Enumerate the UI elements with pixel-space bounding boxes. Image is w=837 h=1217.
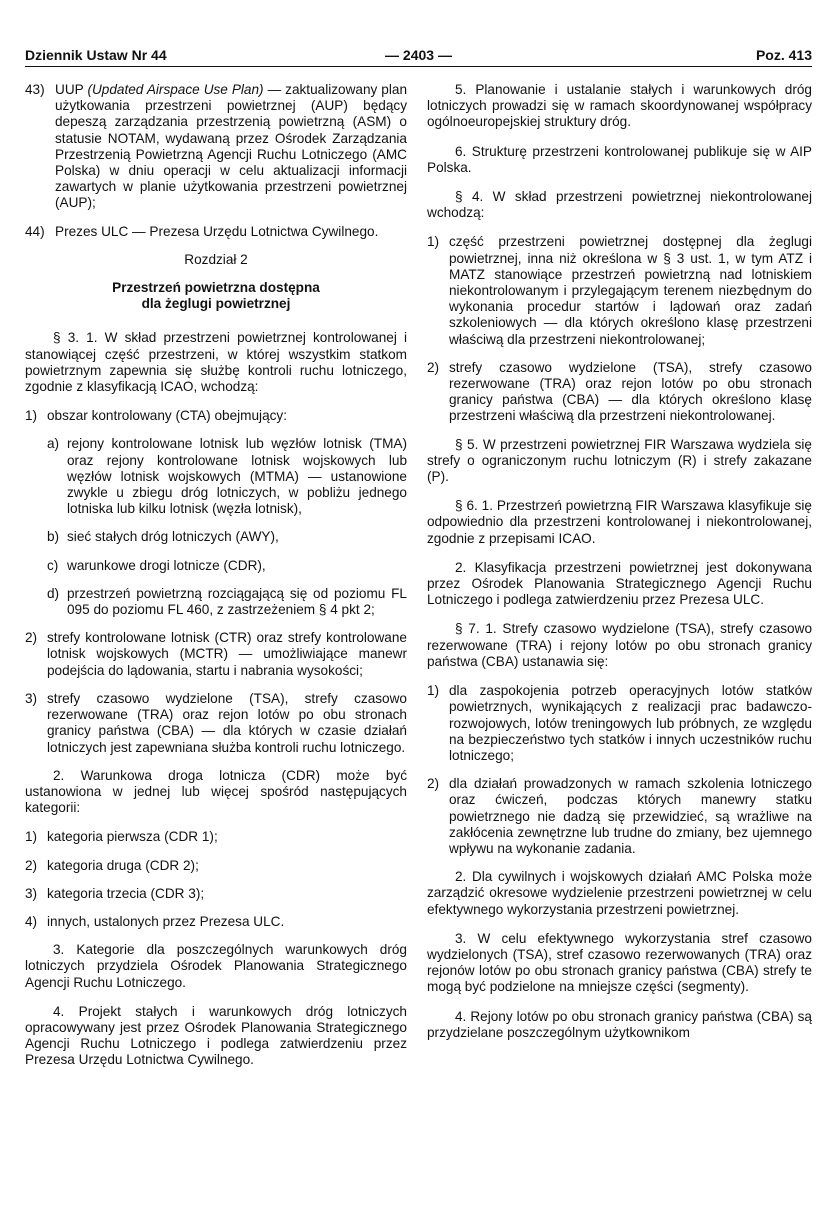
paragraph-3-4: 4. Projekt stałych i warunkowych dróg lotniczych opracowywany jest przez Ośrodek Planowania Strategicznego Agencji Ruchu Lotniczego i podlega zatwierdzeniu przez Prezesa Urzędu Lotnictwa Cywilnego. [25, 1003, 407, 1068]
paragraph-7-4: 4. Rejony lotów po obu stronach granicy państwa (CBA) są przydzielane poszczególnym użytkownikom [427, 1008, 812, 1040]
item-number: 1) [25, 408, 38, 424]
item-number: 43) [25, 82, 45, 97]
paragraph-7-2: 2. Dla cywilnych i wojskowych działań AMC Polska może zarządzić okresowe wydzielenie przestrzeni powietrznej w celu efektywnego wykorzystania przestrzeni powietrznej. [427, 869, 812, 917]
list-item: 2) dla działań prowadzonych w ramach szkolenia lotniczego oraz ćwiczeń, podczas których manewry statku powietrznego nie dadzą się przewidzieć, są wrażliwe na zakłócenia zewnętrzne lub trudne do zmiany, bez ujemnego wpływu na wykonanie zadania. [427, 776, 812, 856]
cdr-category: 3) kategoria trzecia (CDR 3); [25, 885, 205, 901]
sub-item-c: c) warunkowe drogi lotnicze (CDR), [47, 557, 266, 573]
paragraph-4: § 4. W skład przestrzeni powietrznej niekontrolowanej wchodzą: [427, 189, 812, 221]
list-item: 2) strefy czasowo wydzielone (TSA), strefy czasowo rezerwowane (TRA) oraz rejon lotów po obu stronach granicy państwa (CBA) — dla których określono klasę przestrzeni właściwą dla przestrzeni niekontrolowanej. [427, 359, 812, 424]
chapter-heading: Rozdział 2 [184, 251, 248, 267]
paragraph-7-3: 3. W celu efektywnego wykorzystania stref czasowo wydzielonych (TSA), stref czasowo rezerwowanych (TRA) oraz rejonów lotów po obu stronach granicy państwa (CBA) strefy te mogą być podzielone na mniejsze części (segmenty). [427, 930, 812, 995]
paragraph-3-2: 2. Warunkowa droga lotnicza (CDR) może być ustanowiona w jednej lub więcej spośród następujących kategorii: [25, 767, 407, 816]
cdr-category: 1) kategoria pierwsza (CDR 1); [25, 829, 218, 845]
page-number: — 2403 — [385, 47, 452, 63]
left-column [25, 82, 407, 1082]
item-text: UUP (Updated Airspace Use Plan) — zaktualizowany plan użytkowania przestrzeni powietrznej (AUP) będący depeszą zarządzania przestrzenią powietrzną (ASM) o statusie NOTAM, wydawaną przez Ośrodek Zarządzania Przestrzenią Powietrzną Agencji Ruchu Lotniczego (AMC Polska) w dniu operacji w celu aktualizacji informacji zawartych w planie użytkowania przestrzeni powietrznej (AUP); [55, 82, 408, 211]
right-column [427, 82, 812, 1054]
list-item: 1) część przestrzeni powietrznej dostępnej dla żeglugi powietrznej, inna niż określona w § 3 ust. 1, w tym ATZ i MATZ stanowiące przestrzeń powietrzną nad lotniskiem niekontrolowanym i przylegającym terenem niezbędnym do wykonania procedur startów i lądowań oraz zadań szkoleniowych — dla których określono klasę przestrzeni właściwą dla przestrzeni niekontrolowanej; [427, 234, 812, 347]
paragraph-3-6: 6. Strukturę przestrzeni kontrolowanej publikuje się w AIP Polska. [427, 143, 812, 175]
definition-43 [25, 82, 407, 212]
position-number: Poz. 413 [755, 47, 812, 63]
paragraph-7-1: § 7. 1. Strefy czasowo wydzielone (TSA), strefy czasowo rezerwowane (TRA) i rejony lotów po obu stronach granicy państwa (CBA) ustanawia się: [427, 621, 812, 669]
item-text: obszar kontrolowany (CTA) obejmujący: [47, 408, 287, 424]
list-item: 2) strefy kontrolowane lotnisk (CTR) oraz strefy kontrolowane lotnisk wojskowych (MCTR) — umożliwiające manewr podejścia do lądowania, startu i nabrania wysokości; [25, 630, 407, 678]
page-header [25, 44, 812, 67]
paragraph-3-1: § 3. 1. W skład przestrzeni powietrznej kontrolowanej i stanowiącej część przestrzeni, w której wszystkim statkom powietrznym zapewnia się służbę kontroli ruchu lotniczego, zgodnie z klasyfikacją ICAO, wchodzą: [25, 330, 407, 395]
paragraph-3-5: 5. Planowanie i ustalanie stałych i warunkowych dróg lotniczych prowadzi się w ramach skoordynowanej współpracy ogólnoeuropejskiej struktury dróg. [427, 82, 812, 130]
list-item [25, 408, 407, 424]
paragraph-5: § 5. W przestrzeni powietrznej FIR Warszawa wydziela się strefy o ograniczonym ruchu lotniczym (R) i strefy zakazane (P). [427, 436, 812, 485]
list-item: 3) strefy czasowo wydzielone (TSA), strefy czasowo rezerwowane (TRA) oraz rejon lotów po obu stronach granicy państwa (CBA) — dla których w czasie działań lotniczych jest zapewniana służba kontroli ruchu lotniczego. [25, 690, 407, 755]
sub-item-d: d) przestrzeń powietrzną rozciągającą się od poziomu FL 095 do poziomu FL 460, z zastrzeżeniem § 4 pkt 2; [47, 585, 407, 618]
uup-expansion: (Updated Airspace Use Plan) [87, 82, 264, 97]
item-text: Prezes ULC — Prezesa Urzędu Lotnictwa Cywilnego. [55, 223, 379, 239]
paragraph-6-1: § 6. 1. Przestrzeń powietrzną FIR Warszawa klasyfikuje się odpowiednio dla przestrzeni kontrolowanej i niekontrolowanej, zgodnie z przepisami ICAO. [427, 498, 812, 546]
sub-item-b: b) sieć stałych dróg lotniczych (AWY), [47, 529, 279, 545]
list-item: 1) dla zaspokojenia potrzeb operacyjnych lotów statków powietrznych, wynikających z realizacji prac badawczo-rozwojowych, lotów treningowych lub próbnych, ze względu na bezpieczeństwo tych statków i innych uczestników ruchu lotniczego; [427, 683, 812, 763]
cdr-category: 2) kategoria druga (CDR 2); [25, 857, 199, 873]
item-number: 44) [25, 223, 45, 239]
sub-item-a: a) rejony kontrolowane lotnisk lub węzłów lotnisk (TMA) oraz rejony kontrolowane lotnisk wojskowych lub węzłów lotnisk wojskowych (MTMA) — ustanowione zwykle u zbiegu dróg lotniczych, w pobliżu jednego lotniska lub kilku lotnisk (węzła lotnisk), [47, 436, 407, 517]
definition-44 [25, 224, 407, 240]
chapter-title: Przestrzeń powietrzna dostępna dla żeglugi powietrznej [112, 280, 320, 312]
paragraph-6-2: 2. Klasyfikacja przestrzeni powietrznej jest dokonywana przez Ośrodek Planowania Strategicznego Agencji Ruchu Lotniczego i podlega zatwierdzeniu przez Prezesa ULC. [427, 559, 812, 608]
journal-title: Dziennik Ustaw Nr 44 [25, 47, 167, 63]
paragraph-3-3: 3. Kategorie dla poszczególnych warunkowych dróg lotniczych przydziela Ośrodek Planowania Strategicznego Agencji Ruchu Lotniczego. [25, 942, 407, 990]
cdr-category: 4) innych, ustalonych przez Prezesa ULC. [25, 913, 285, 929]
